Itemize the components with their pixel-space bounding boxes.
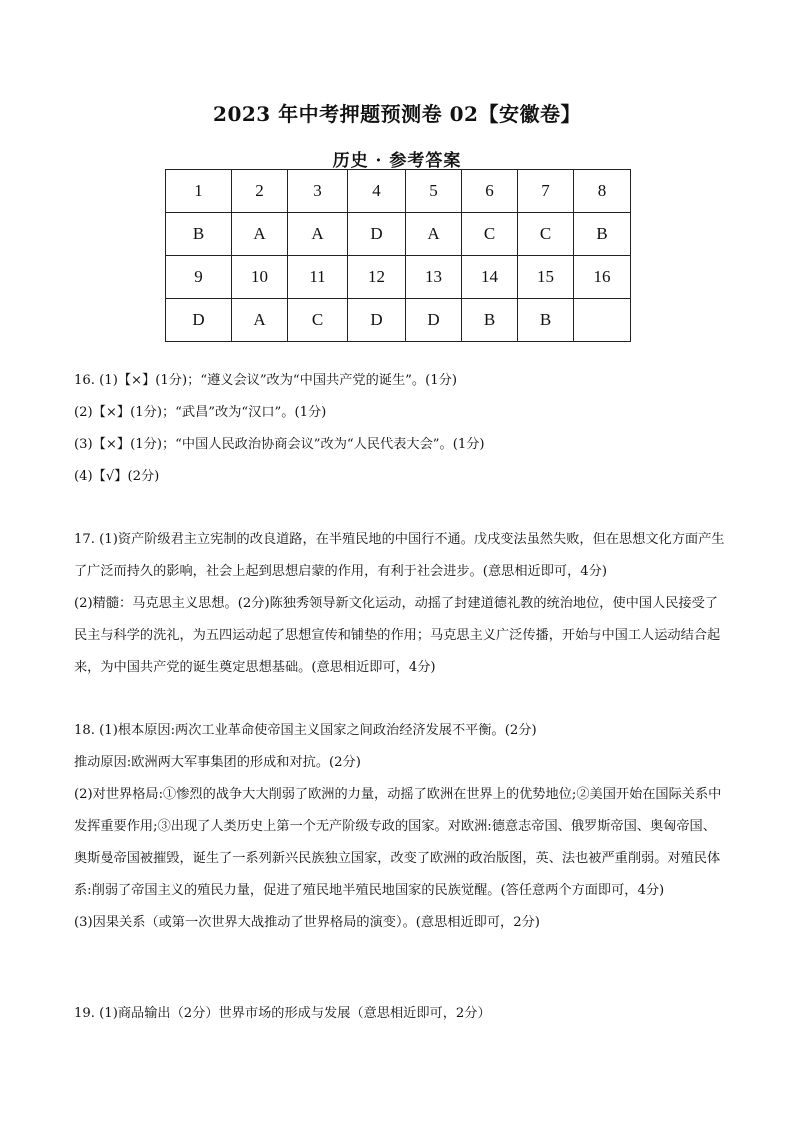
question-number-cell: 12	[348, 256, 406, 299]
q17-part-1: 17. (1)资产阶级君主立宪制的改良道路，在半殖民地的中国行不通。戊戌变法虽然失败，但在思想文化方面产生了广泛而持久的影响，社会上起到思想启蒙的作用，有利于社会进步。(意思相近即可，4分)	[74, 532, 725, 579]
answer-cell: A	[232, 299, 288, 342]
q16-line-2: (2)【×】(1分)；“武昌”改为“汉口”。(1分)	[74, 405, 327, 420]
q16-line-1: 16. (1)【×】(1分)；“遵义会议”改为“中国共产党的诞生”。(1分)	[74, 373, 457, 388]
question-number-cell: 7	[518, 170, 574, 213]
q18-part-3: (2)对世界格局:①惨烈的战争大大削弱了欧洲的力量，动摇了欧洲在世界上的优势地位;②美国开始在国际关系中发挥重要作用;③出现了人类历史上第一个无产阶级专政的国家。对欧洲:德意志帝国、俄罗斯帝国、奥匈帝国、奥斯曼帝国被摧毁，诞生了一系列新兴民族独立国家，改变了欧洲的政治版图，英、法也被严重削弱。对殖民体系:削弱了帝国主义的殖民力量，促进了殖民地半殖民地国家的民族觉醒。(答任意两个方面即可，4分)	[74, 787, 722, 898]
answer-cell: D	[348, 213, 406, 256]
question-number-cell: 3	[288, 170, 348, 213]
answer-cell: C	[462, 213, 518, 256]
question-number-cell: 15	[518, 256, 574, 299]
question-number-cell: 1	[166, 170, 232, 213]
question-number-cell: 14	[462, 256, 518, 299]
answer-cell: B	[574, 213, 631, 256]
question-18-block	[74, 715, 729, 939]
answer-cell: A	[406, 213, 462, 256]
q18-part-4: (3)因果关系（或第一次世界大战推动了世界格局的演变）。(意思相近即可，2分)	[74, 915, 540, 930]
answer-cell	[574, 299, 631, 342]
question-16-block	[74, 365, 729, 493]
question-number-cell: 6	[462, 170, 518, 213]
answer-cell: D	[406, 299, 462, 342]
question-number-cell: 11	[288, 256, 348, 299]
question-19-block	[74, 998, 729, 1030]
q19-part-1: 19. (1)商品输出（2分）世界市场的形成与发展（意思相近即可，2分）	[74, 1006, 491, 1021]
answer-table-row	[166, 256, 631, 299]
q16-line-4: (4)【√】(2分)	[74, 469, 160, 484]
page-title: 2023 年中考押题预测卷 02【安徽卷】	[213, 102, 581, 126]
q17-part-2: (2)精髓：马克思主义思想。(2分)陈独秀领导新文化运动，动摇了封建道德礼教的统治地位，使中国人民接受了民主与科学的洗礼，为五四运动起了思想宣传和铺垫的作用；马克思主义广泛传播，开始与中国工人运动结合起来，为中国共产党的诞生奠定思想基础。(意思相近即可，4分)	[74, 596, 721, 675]
answer-cell: B	[462, 299, 518, 342]
q18-part-1: 18. (1)根本原因:两次工业革命使帝国主义国家之间政治经济发展不平衡。(2分)	[74, 723, 537, 738]
question-number-cell: 9	[166, 256, 232, 299]
question-number-cell: 13	[406, 256, 462, 299]
answer-cell: D	[166, 299, 232, 342]
question-number-cell: 5	[406, 170, 462, 213]
page-subtitle: 历史 · 参考答案	[332, 151, 462, 171]
q16-line-3: (3)【×】(1分)；“中国人民政治协商会议”改为“人民代表大会”。(1分)	[74, 437, 485, 452]
question-number-cell: 10	[232, 256, 288, 299]
question-number-cell: 4	[348, 170, 406, 213]
answer-cell: C	[288, 299, 348, 342]
answer-table	[165, 169, 631, 342]
question-number-cell: 16	[574, 256, 631, 299]
question-number-cell: 8	[574, 170, 631, 213]
answer-cell: B	[166, 213, 232, 256]
question-number-cell: 2	[232, 170, 288, 213]
answer-cell: A	[232, 213, 288, 256]
answer-cell: B	[518, 299, 574, 342]
answer-cell: D	[348, 299, 406, 342]
q18-part-2: 推动原因:欧洲两大军事集团的形成和对抗。(2分)	[74, 755, 361, 770]
answer-table-row	[166, 213, 631, 256]
answer-cell: A	[288, 213, 348, 256]
answer-cell: C	[518, 213, 574, 256]
question-17-block	[74, 524, 729, 684]
answer-table-row	[166, 170, 631, 213]
answer-table-row	[166, 299, 631, 342]
